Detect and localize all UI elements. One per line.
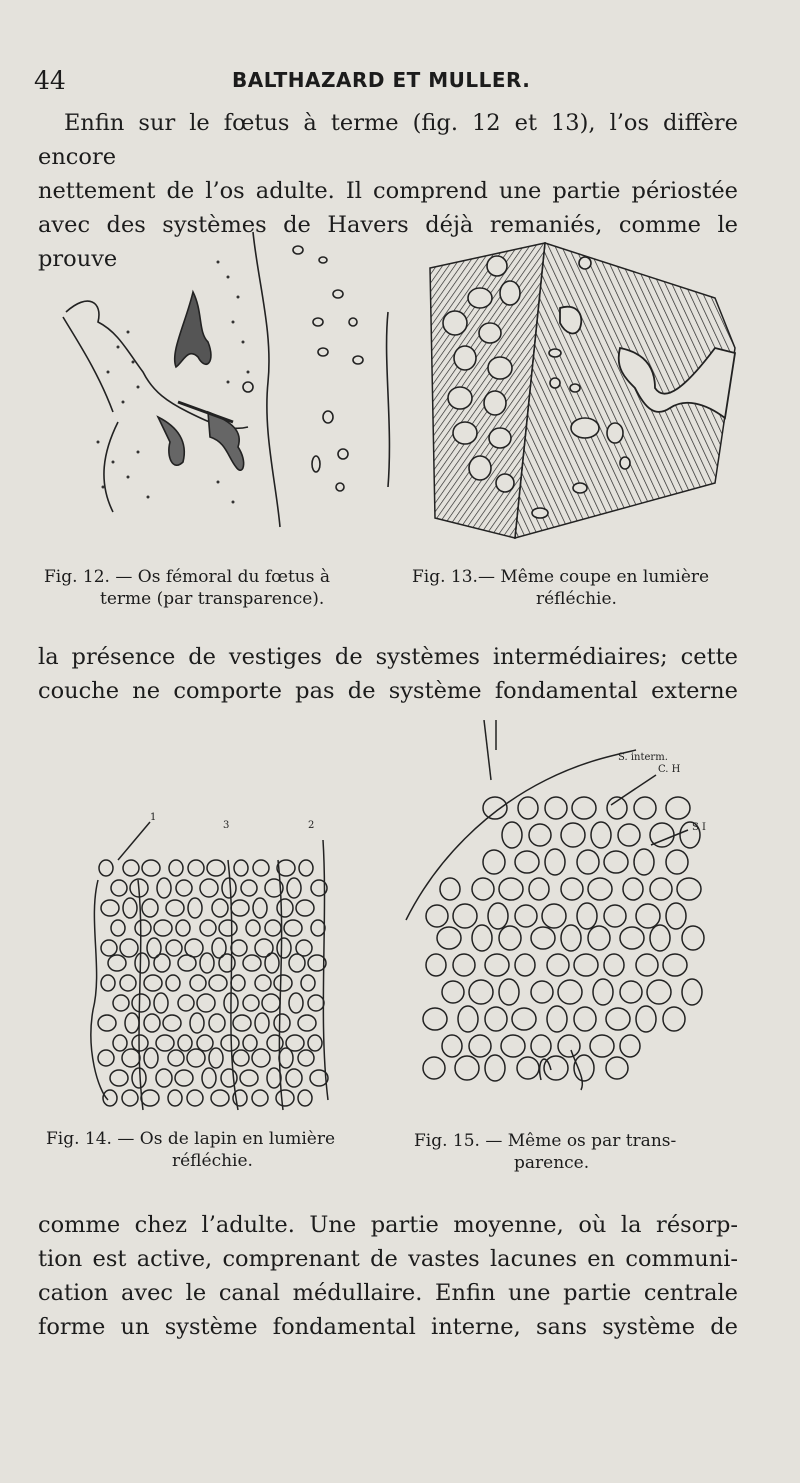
cell-outline	[531, 1035, 551, 1057]
cell-outline	[572, 797, 596, 819]
cell-outline	[650, 925, 670, 951]
cell-outline	[178, 1035, 192, 1051]
cell-outline	[154, 954, 170, 972]
cell-outline	[98, 1050, 114, 1066]
paragraph-line: forme un système fondamental interne, sans système de	[38, 1314, 738, 1340]
cell-outline	[469, 1035, 491, 1057]
cell-outline	[426, 954, 446, 976]
cell-outline	[458, 1006, 478, 1032]
figure-13	[425, 238, 745, 543]
cell-outline	[142, 860, 160, 876]
fig12-dots	[97, 261, 250, 504]
cell-outline	[286, 1069, 302, 1087]
paragraph-2	[38, 640, 738, 708]
cell-outline	[222, 878, 236, 898]
cell-outline	[301, 975, 315, 991]
cell-outline	[187, 1090, 203, 1106]
cell-outline	[574, 1055, 594, 1081]
cell-outline	[284, 920, 302, 936]
cell-outline	[197, 994, 215, 1012]
cell-outline	[512, 1008, 536, 1030]
cell-outline	[231, 900, 249, 916]
cell-outline	[472, 878, 494, 900]
figure-15-caption	[414, 1130, 676, 1174]
cell-outline	[241, 880, 257, 896]
paragraph-line: couche ne comporte pas de système fondamental externe	[38, 678, 738, 704]
cell-outline	[501, 1035, 525, 1057]
cell-outline	[209, 975, 227, 991]
cell-outline	[262, 994, 280, 1012]
cell-outline	[606, 1008, 630, 1030]
cell-outline	[120, 975, 136, 991]
cell-outline	[308, 1035, 322, 1051]
paragraph-3	[38, 1208, 738, 1344]
cell-outline	[499, 878, 523, 900]
cell-outline	[253, 860, 269, 876]
cell-outline	[682, 926, 704, 950]
cell-outline	[113, 1035, 127, 1051]
cell-outline	[620, 927, 644, 949]
cell-outline	[542, 904, 566, 928]
cell-outline	[142, 899, 158, 917]
cell-outline	[169, 860, 183, 876]
cell-outline	[515, 905, 537, 927]
cell-outline	[606, 1057, 628, 1079]
cell-outline	[634, 849, 654, 875]
cell-outline	[144, 1048, 158, 1068]
cell-outline	[289, 954, 305, 972]
cell-outline	[246, 920, 260, 936]
cell-outline	[168, 1090, 182, 1106]
cell-outline	[561, 823, 585, 847]
cell-outline	[289, 993, 303, 1013]
cell-outline	[212, 899, 228, 917]
cell-outline	[666, 797, 690, 819]
cell-outline	[588, 926, 610, 950]
cell-outline	[111, 920, 125, 936]
figure-14-caption	[46, 1128, 335, 1172]
cell-outline	[499, 926, 521, 950]
cell-outline	[618, 824, 640, 846]
cell-outline	[517, 1057, 539, 1079]
cell-outline	[636, 954, 658, 976]
cell-outline	[298, 1015, 316, 1031]
cell-outline	[98, 1015, 116, 1031]
cell-outline	[197, 1035, 213, 1051]
cell-outline	[558, 1035, 580, 1057]
cell-outline	[440, 878, 460, 900]
paragraph-line: comme chez l’adulte. Une partie moyenne, où la résorp-	[38, 1212, 738, 1238]
figure-15-label: C. H	[658, 764, 681, 775]
cell-outline	[650, 878, 672, 900]
cell-outline	[558, 980, 582, 1004]
cell-outline	[166, 975, 180, 991]
cell-outline	[277, 938, 291, 958]
cell-outline	[156, 1069, 172, 1087]
cell-outline	[437, 927, 461, 949]
cell-outline	[531, 927, 555, 949]
cell-outline	[255, 975, 271, 991]
cell-outline	[274, 1014, 290, 1032]
caption-line: réfléchie.	[536, 589, 617, 609]
cell-outline	[515, 851, 539, 873]
caption-line: Fig. 12. — Os fémoral du fœtus à	[44, 567, 331, 587]
cell-outline	[178, 955, 196, 971]
cell-outline	[233, 1090, 247, 1106]
cell-outline	[110, 1070, 128, 1086]
cell-outline	[636, 1006, 656, 1032]
cell-outline	[240, 1070, 258, 1086]
cell-outline	[176, 920, 190, 936]
cell-outline	[234, 860, 248, 876]
cell-outline	[299, 860, 313, 876]
cell-outline	[166, 900, 184, 916]
cell-outline	[604, 851, 628, 873]
cell-outline	[267, 1068, 281, 1088]
cell-outline	[135, 953, 149, 973]
cell-outline	[211, 1090, 229, 1106]
cell-outline	[190, 975, 206, 991]
figure-12	[58, 222, 398, 552]
cell-outline	[135, 920, 151, 936]
cell-outline	[604, 954, 624, 976]
cell-outline	[663, 954, 687, 976]
cell-outline	[113, 995, 129, 1011]
cell-outline	[176, 880, 192, 896]
cell-outline	[243, 955, 261, 971]
cell-outline	[154, 920, 172, 936]
cell-outline	[472, 925, 492, 951]
cell-outline	[623, 878, 643, 900]
figure-12-drawing	[58, 222, 398, 552]
cell-outline	[188, 860, 204, 876]
cell-outline	[99, 860, 113, 876]
paragraph-line: cation avec le canal médullaire. Enfin une partie centrale	[38, 1280, 738, 1306]
cell-outline	[593, 979, 613, 1005]
cell-outline	[547, 1006, 567, 1032]
cell-outline	[141, 1090, 159, 1106]
paragraph-line: la présence de vestiges de systèmes intermédiaires; cette	[38, 644, 738, 670]
cell-outline	[207, 860, 225, 876]
cell-outline	[200, 920, 216, 936]
cell-outline	[243, 995, 259, 1011]
cell-outline	[287, 878, 301, 898]
cell-outline	[485, 1055, 505, 1081]
cell-outline	[483, 850, 505, 874]
cell-outline	[502, 822, 522, 848]
cell-outline	[221, 1035, 239, 1051]
cell-outline	[200, 953, 214, 973]
paragraph-line: tion est active, comprenant de vastes lacunes en communi-	[38, 1246, 738, 1272]
cell-outline	[547, 954, 569, 976]
cell-outline	[233, 1050, 249, 1066]
cell-outline	[163, 1015, 181, 1031]
cell-outline	[483, 797, 507, 819]
cell-outline	[666, 850, 688, 874]
figure-14-label: 1	[150, 812, 157, 823]
cell-outline	[620, 1035, 640, 1057]
cell-outline	[298, 1050, 314, 1066]
cell-outline	[231, 975, 245, 991]
cell-outline	[677, 878, 701, 900]
cell-outline	[423, 1008, 447, 1030]
cell-outline	[544, 1056, 568, 1080]
cell-outline	[455, 1056, 479, 1080]
cell-outline	[298, 1090, 312, 1106]
caption-line: terme (par transparence).	[100, 589, 325, 609]
paragraph-line: nettement de l’os adulte. Il comprend une partie périostée	[38, 178, 738, 204]
cell-outline	[666, 903, 686, 929]
cell-outline	[545, 849, 565, 875]
cell-outline	[120, 939, 138, 957]
cell-outline	[577, 850, 599, 874]
cell-outline	[188, 898, 202, 918]
cell-outline	[577, 903, 597, 929]
cell-outline	[209, 1014, 225, 1032]
cell-outline	[209, 1048, 223, 1068]
figure-14-drawing	[78, 800, 368, 1120]
cell-outline	[101, 900, 119, 916]
cell-outline	[265, 920, 281, 936]
cell-outline	[604, 905, 626, 927]
figure-14	[78, 800, 368, 1120]
cell-outline	[122, 1090, 138, 1106]
cell-outline	[636, 904, 660, 928]
caption-line: Fig. 15. — Même os par trans-	[414, 1131, 677, 1151]
cell-outline	[277, 899, 293, 917]
cell-outline	[561, 925, 581, 951]
cell-outline	[252, 1090, 268, 1106]
figure-15-label: S I	[692, 822, 706, 833]
cell-outline	[178, 995, 194, 1011]
figure-12-caption	[44, 566, 330, 610]
cell-outline	[267, 1035, 283, 1051]
cell-outline	[485, 954, 509, 976]
cell-outline	[682, 979, 702, 1005]
figure-13-caption	[412, 566, 709, 610]
cell-outline	[469, 980, 493, 1004]
cell-outline	[680, 822, 700, 848]
cell-outline	[485, 1007, 507, 1031]
cell-outline	[122, 1049, 140, 1067]
cell-outline	[219, 954, 235, 972]
cell-outline	[650, 823, 674, 847]
cell-outline	[274, 975, 292, 991]
cell-outline	[574, 1007, 596, 1031]
cell-outline	[531, 981, 553, 1003]
cell-outline	[111, 880, 127, 896]
running-head: BALTHAZARD ET MULLER.	[232, 68, 531, 92]
cell-outline	[588, 878, 612, 900]
cell-outline	[243, 1035, 257, 1051]
paragraph-line: Enfin sur le fœtus à terme (fig. 12 et 13), l’os diffère encore	[38, 110, 738, 170]
cell-outline	[265, 953, 279, 973]
cell-outline	[255, 939, 273, 957]
cell-outline	[308, 995, 324, 1011]
caption-line: Fig. 13.— Même coupe en lumière	[412, 567, 710, 587]
cell-outline	[132, 994, 150, 1012]
paragraph-line: avec des systèmes de Havers déjà remaniés, comme le prouve	[38, 212, 738, 272]
cell-outline	[233, 1015, 251, 1031]
cell-outline	[574, 954, 598, 976]
figure-15-label: S. interm.	[618, 752, 668, 763]
cell-outline	[221, 1069, 237, 1087]
cell-outline	[132, 1035, 148, 1051]
cell-outline	[442, 981, 464, 1003]
cell-outline	[187, 1049, 205, 1067]
cell-outline	[157, 878, 171, 898]
cell-outline	[545, 797, 567, 819]
cell-outline	[529, 824, 551, 846]
cell-outline	[277, 860, 295, 876]
cell-outline	[453, 904, 477, 928]
cell-outline	[190, 1013, 204, 1033]
figure-14-label: 3	[223, 820, 230, 831]
cell-outline	[591, 822, 611, 848]
cell-outline	[231, 940, 247, 956]
cell-outline	[253, 898, 267, 918]
cell-outline	[103, 1090, 117, 1106]
caption-line: Fig. 14. — Os de lapin en lumière	[46, 1129, 336, 1149]
cell-outline	[125, 1013, 139, 1033]
figure-15-drawing	[396, 720, 726, 1110]
cell-outline	[108, 955, 126, 971]
cell-outline	[442, 1035, 462, 1057]
cell-outline	[252, 1049, 270, 1067]
cell-outline	[296, 900, 314, 916]
figure-13-drawing	[425, 238, 745, 543]
cell-outline	[202, 1068, 216, 1088]
cell-outline	[499, 979, 519, 1005]
page-number: 44	[34, 66, 66, 95]
caption-line: réfléchie.	[172, 1151, 253, 1171]
cell-outline	[101, 940, 117, 956]
cell-outline	[123, 860, 139, 876]
cell-outline	[200, 879, 218, 897]
cell-outline	[529, 878, 549, 900]
cell-outline	[144, 1014, 160, 1032]
cell-outline	[647, 980, 671, 1004]
cell-outline	[620, 981, 642, 1003]
cell-outline	[156, 1035, 174, 1051]
cell-outline	[515, 954, 535, 976]
cell-outline	[488, 903, 508, 929]
cell-outline	[634, 797, 656, 819]
caption-line: parence.	[514, 1153, 590, 1173]
cell-outline	[311, 920, 325, 936]
cell-outline	[168, 1050, 184, 1066]
cell-outline	[279, 1048, 293, 1068]
cell-outline	[255, 1013, 269, 1033]
cell-outline	[166, 940, 182, 956]
cell-outline	[154, 993, 168, 1013]
cell-outline	[663, 1007, 685, 1031]
cell-outline	[453, 954, 475, 976]
cell-outline	[123, 898, 137, 918]
cell-outline	[518, 797, 538, 819]
cell-outline	[144, 975, 162, 991]
cell-outline	[175, 1070, 193, 1086]
figure-14-label: 2	[308, 820, 315, 831]
cell-outline	[423, 1057, 445, 1079]
figure-15	[396, 720, 726, 1110]
cell-outline	[101, 975, 115, 991]
cell-outline	[561, 878, 583, 900]
cell-outline	[219, 920, 237, 936]
cell-outline	[132, 1068, 146, 1088]
cell-outline	[426, 905, 448, 927]
cell-outline	[590, 1035, 614, 1057]
cell-outline	[276, 1090, 294, 1106]
